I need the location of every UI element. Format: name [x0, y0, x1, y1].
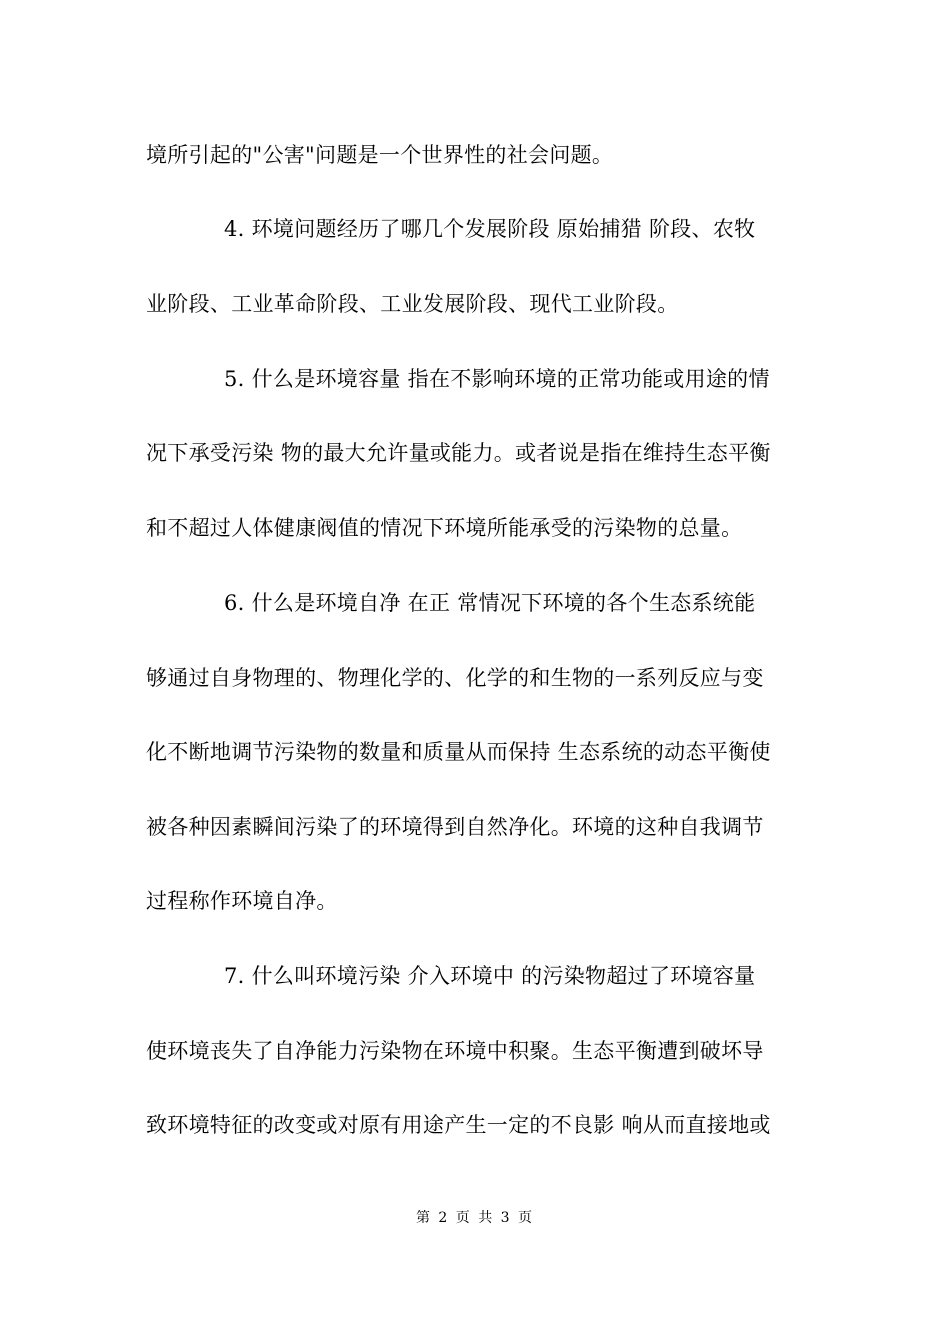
text-line: 和不超过人体健康阀值的情况下环境所能承受的污染物的总量。 [146, 516, 743, 540]
text-line: 化不断地调节污染物的数量和质量从而保持 生态系统的动态平衡使 [146, 740, 771, 764]
text-line: 4. 环境问题经历了哪几个发展阶段 原始捕猎 阶段、农牧 [224, 217, 756, 241]
page-number-label: 第 2 页 共 3 页 [415, 1210, 535, 1226]
text-line: 被各种因素瞬间污染了的环境得到自然净化。环境的这种自我调节 [146, 815, 764, 839]
text-line: 7. 什么叫环境污染 介入环境中 的污染物超过了环境容量 [224, 964, 756, 988]
text-line: 够通过自身物理的、物理化学的、化学的和生物的一系列反应与变 [146, 666, 764, 690]
text-line: 致环境特征的改变或对原有用途产生一定的不良影 响从而直接地或 [146, 1113, 771, 1137]
text-line: 业阶段、工业革命阶段、工业发展阶段、现代工业阶段。 [146, 292, 679, 316]
text-line: 境所引起的"公害"问题是一个世界性的社会问题。 [146, 143, 614, 167]
text-line: 使环境丧失了自净能力污染物在环境中积聚。生态平衡遭到破坏导 [146, 1039, 764, 1063]
page-footer [0, 1208, 950, 1228]
text-line: 5. 什么是环境容量 指在不影响环境的正常功能或用途的情 [224, 367, 770, 391]
text-line: 过程称作环境自净。 [146, 889, 338, 913]
text-line: 况下承受污染 物的最大允许量或能力。或者说是指在维持生态平衡 [146, 441, 771, 465]
text-line: 6. 什么是环境自净 在正 常情况下环境的各个生态系统能 [224, 591, 756, 615]
